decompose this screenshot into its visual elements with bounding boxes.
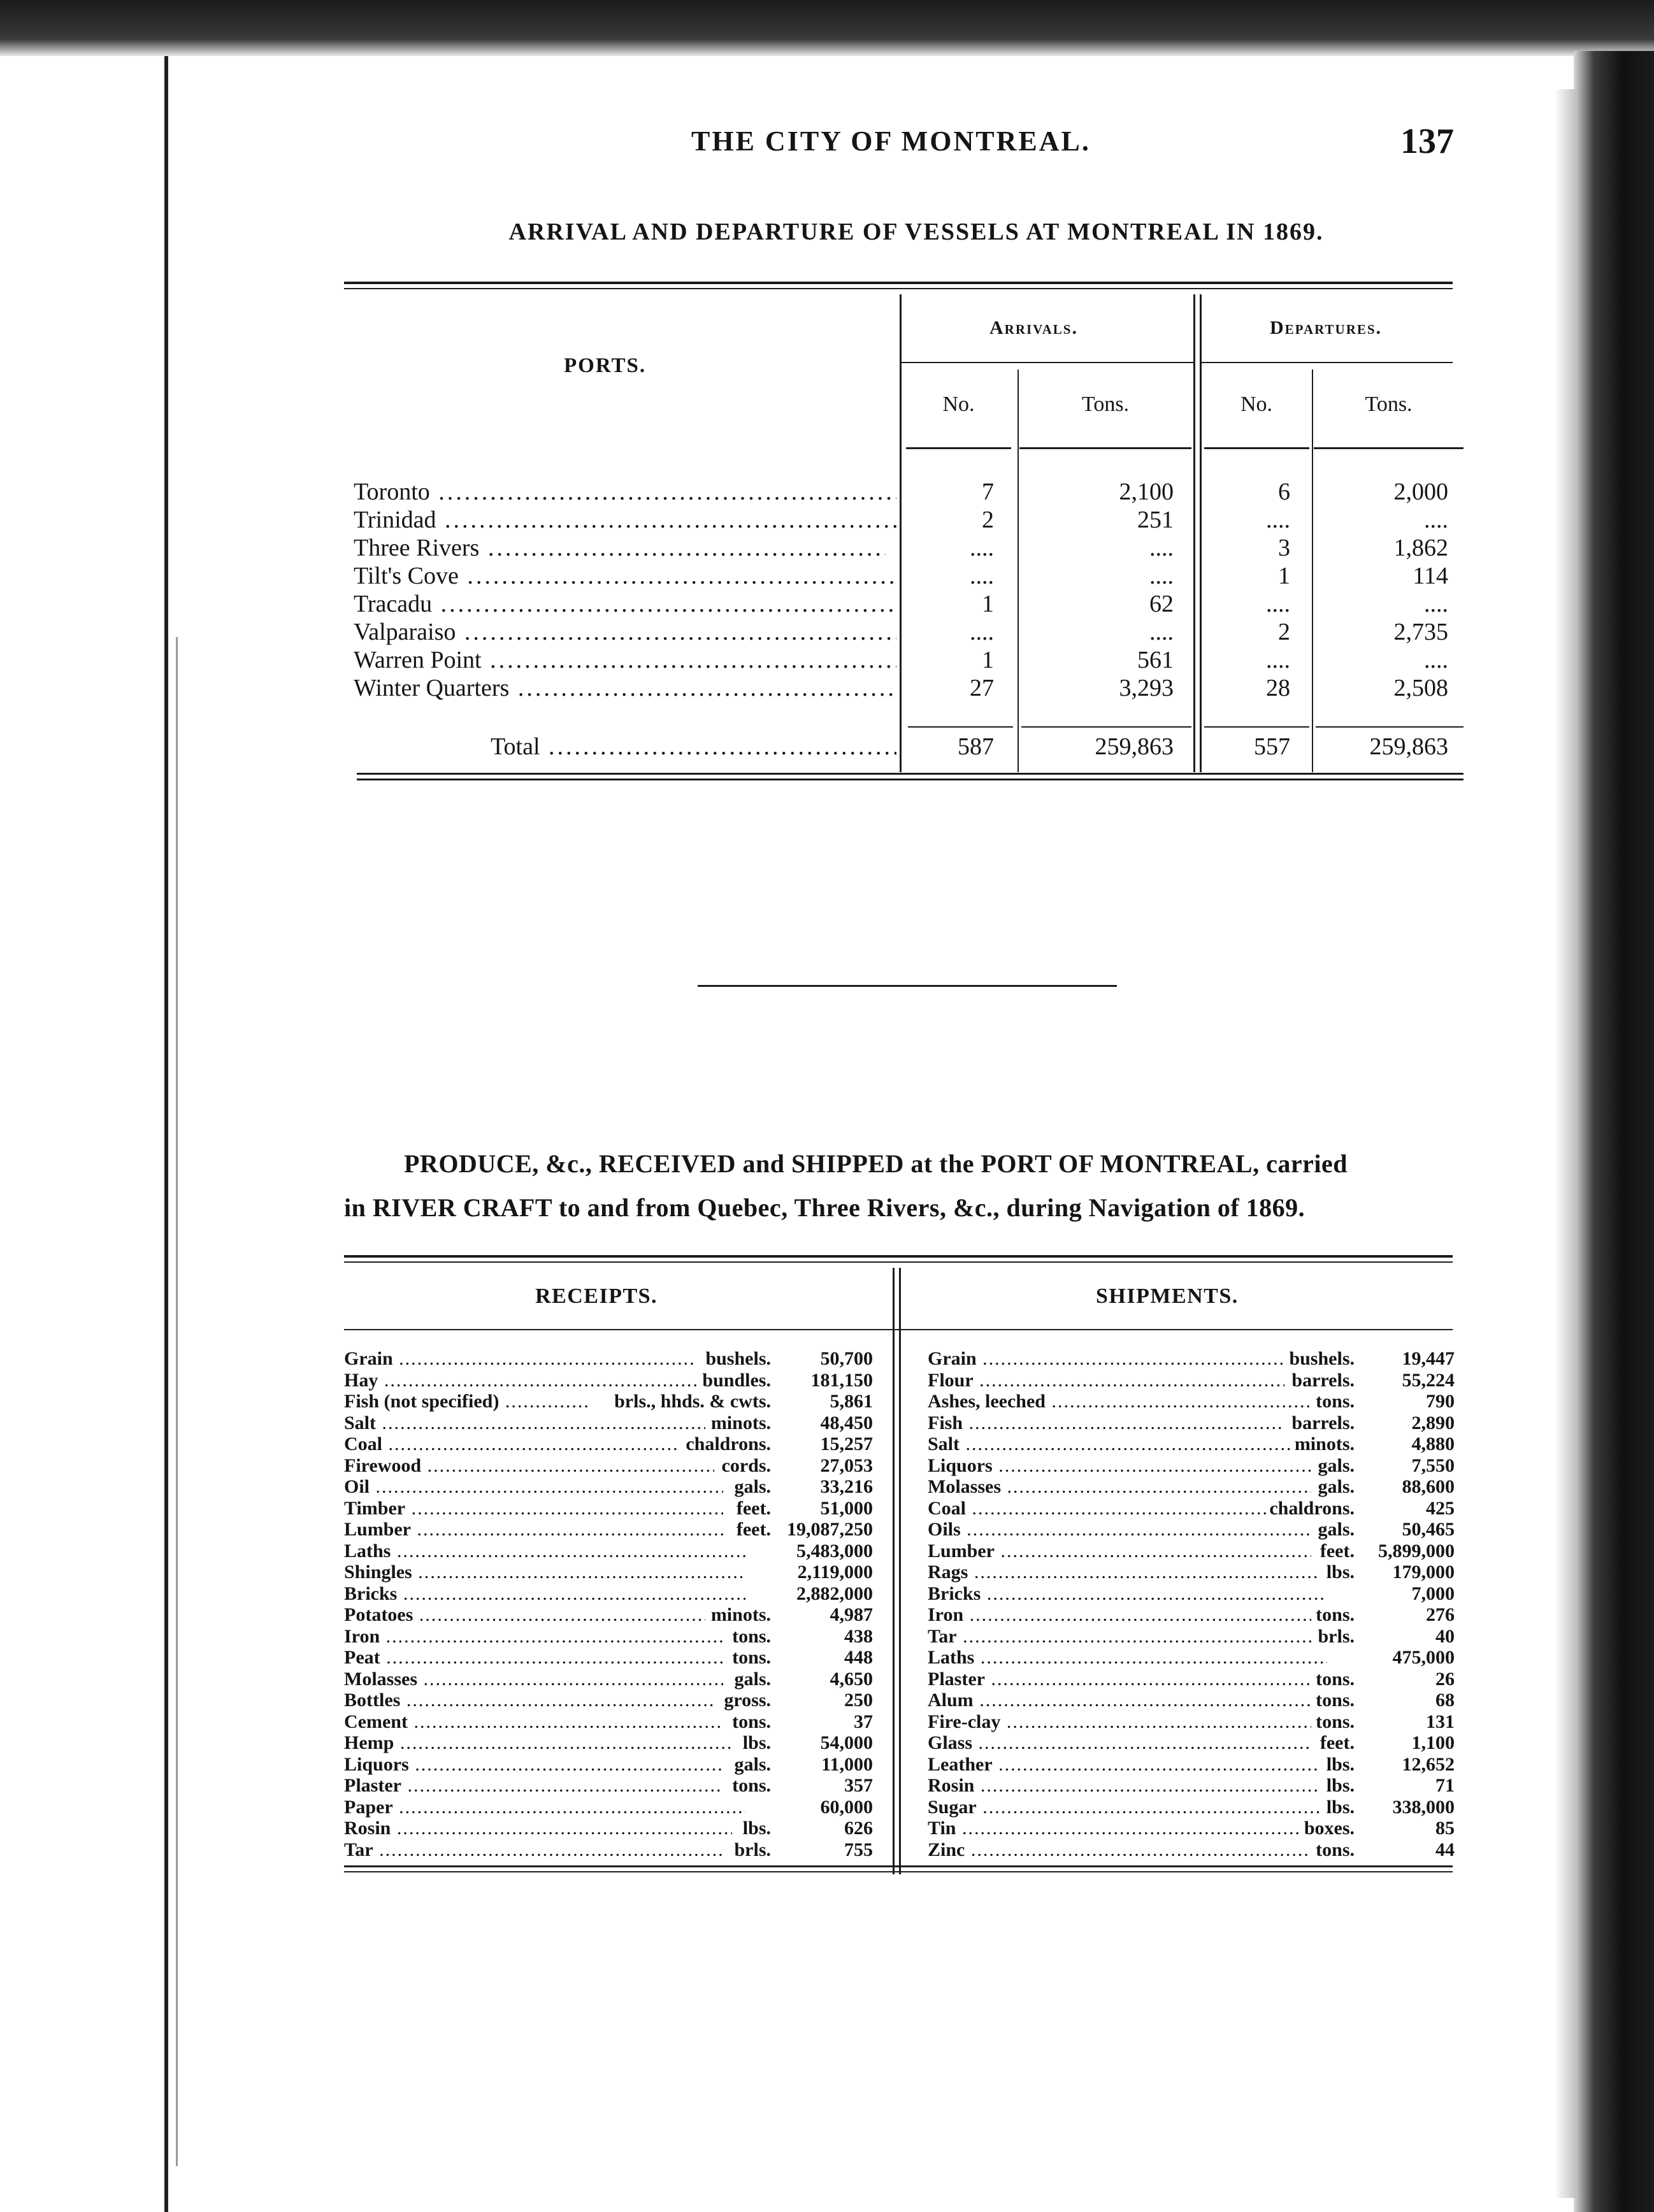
item-unit: tons. [1316, 1690, 1355, 1711]
departures-tons: .... [1424, 591, 1448, 617]
item-unit: lbs. [1326, 1753, 1355, 1775]
item-name: Bricks ..... [928, 1583, 1327, 1604]
total-label: Total ..... [491, 733, 896, 761]
item-value: 44 [1435, 1839, 1455, 1860]
item-value: 60,000 [820, 1796, 873, 1818]
table-rule-bottom [357, 773, 1463, 775]
arrivals-tons: 2,100 [1119, 478, 1174, 505]
item-value: 55,224 [1402, 1369, 1455, 1391]
list-item [928, 1348, 1455, 1369]
list-item [928, 1476, 1455, 1497]
table-rule-bottom-2 [344, 1871, 1453, 1872]
total-departures-no: 557 [1254, 733, 1290, 760]
list-item [344, 1391, 873, 1412]
item-value: 4,880 [1411, 1433, 1455, 1454]
item-value: 71 [1435, 1775, 1455, 1796]
table-row [354, 646, 1462, 674]
list-item [344, 1690, 873, 1711]
list-item [928, 1433, 1455, 1454]
list-item [928, 1540, 1455, 1562]
list-item [344, 1775, 873, 1796]
list-item [344, 1839, 873, 1860]
list-item [928, 1626, 1455, 1647]
item-value: 755 [844, 1839, 873, 1860]
list-item [344, 1455, 873, 1476]
item-unit: gals. [1318, 1454, 1355, 1476]
scan-border-top [0, 0, 1654, 56]
item-value: 448 [844, 1647, 873, 1668]
table-row [354, 590, 1462, 618]
item-name: Paper ..... [344, 1797, 745, 1818]
item-unit: feet. [736, 1519, 771, 1540]
table-rule-top [344, 282, 1453, 284]
list-item [928, 1839, 1455, 1860]
item-value: 27,053 [820, 1454, 873, 1476]
arrivals-no: 2 [982, 506, 994, 533]
arrivals-tons: .... [1149, 563, 1174, 589]
item-name: Iron ..... [928, 1604, 1311, 1625]
item-value: 19,447 [1402, 1348, 1455, 1369]
departures-tons: 2,735 [1393, 619, 1448, 645]
departures-group-rule [1202, 362, 1453, 363]
arr-no-rule [906, 447, 1011, 449]
item-name: Salt ..... [928, 1433, 1293, 1454]
departures-no: 2 [1278, 619, 1290, 645]
column-divider-b [899, 1268, 901, 1874]
item-unit: tons. [732, 1711, 771, 1732]
arrivals-tons: .... [1149, 619, 1174, 645]
item-value: 50,465 [1402, 1519, 1455, 1540]
list-item [928, 1669, 1455, 1690]
item-name: Plaster ..... [928, 1669, 1311, 1690]
item-name: Timber ..... [344, 1498, 723, 1519]
list-item [344, 1583, 873, 1604]
item-unit: bushels. [1289, 1348, 1355, 1369]
item-unit: gross. [724, 1690, 771, 1711]
item-unit: tons. [1316, 1668, 1355, 1690]
total-arrivals-tons: 259,863 [1095, 733, 1174, 760]
table-row [354, 478, 1462, 506]
list-item [928, 1711, 1455, 1732]
item-value: 2,882,000 [796, 1583, 873, 1604]
list-item [928, 1455, 1455, 1476]
item-value: 11,000 [821, 1753, 873, 1775]
table-row [354, 506, 1462, 534]
item-value: 5,899,000 [1378, 1540, 1455, 1562]
item-name: Fish (not specified) ..... [344, 1391, 589, 1412]
item-unit: minots. [710, 1604, 771, 1625]
departures-no: .... [1266, 647, 1290, 673]
item-name: Hay ..... [344, 1370, 696, 1391]
page-number: 137 [1400, 122, 1454, 161]
item-unit: cords. [721, 1454, 771, 1476]
item-name: Liquors ..... [928, 1455, 1311, 1476]
table-row [354, 534, 1462, 562]
item-unit: chaldrons. [1269, 1497, 1355, 1519]
item-unit: brls., hhds. & cwts. [614, 1391, 771, 1412]
item-unit: bundles. [702, 1369, 771, 1391]
item-name: Bottles ..... [344, 1690, 714, 1711]
item-name: Oils ..... [928, 1519, 1311, 1540]
port-name: Trinidad ..... [354, 506, 896, 534]
arrivals-tons: 3,293 [1119, 675, 1174, 701]
arrivals-tons: .... [1149, 535, 1174, 561]
item-value: 68 [1435, 1690, 1455, 1711]
scan-border-right [1574, 51, 1654, 2212]
item-name: Rags ..... [928, 1562, 1320, 1583]
item-value: 250 [844, 1690, 873, 1711]
table-header-rule [344, 1329, 1453, 1330]
item-value: 276 [1426, 1604, 1455, 1625]
port-name: Winter Quarters ..... [354, 674, 896, 702]
item-unit: lbs. [742, 1818, 771, 1839]
column-divider-a [893, 1268, 895, 1874]
item-value: 7,000 [1411, 1583, 1455, 1604]
list-item [344, 1540, 873, 1562]
total-rule-arr-tons [1021, 726, 1191, 728]
list-item [344, 1647, 873, 1668]
list-item [344, 1412, 873, 1433]
item-name: Potatoes ..... [344, 1604, 705, 1625]
item-name: Fire-clay ..... [928, 1711, 1311, 1732]
item-name: Glass ..... [928, 1732, 1311, 1753]
item-name: Tar ..... [344, 1839, 723, 1860]
item-value: 790 [1426, 1391, 1455, 1412]
table-row [354, 674, 1462, 702]
list-item [928, 1797, 1455, 1818]
list-item [928, 1818, 1455, 1839]
item-unit: tons. [732, 1775, 771, 1796]
list-item [344, 1754, 873, 1775]
item-unit: minots. [1294, 1433, 1355, 1454]
departures-tons: .... [1424, 647, 1448, 673]
item-unit: barrels. [1291, 1412, 1355, 1433]
list-item [928, 1754, 1455, 1775]
port-name: Three Rivers ..... [354, 534, 886, 562]
shipments-header: SHIPMENTS. [1096, 1284, 1239, 1308]
departures-tons: 114 [1413, 563, 1448, 589]
departures-no: 1 [1278, 563, 1290, 589]
list-item [344, 1797, 873, 1818]
item-unit: bushels. [705, 1348, 771, 1369]
item-value: 7,550 [1411, 1454, 1455, 1476]
item-name: Ashes, leeched ..... [928, 1391, 1311, 1412]
list-item [928, 1583, 1455, 1604]
item-value: 357 [844, 1775, 873, 1796]
departures-no: .... [1266, 591, 1290, 617]
list-item [344, 1604, 873, 1625]
item-value: 26 [1435, 1668, 1455, 1690]
list-item [928, 1391, 1455, 1412]
table-rule-bottom-2 [357, 779, 1463, 780]
item-name: Tin ..... [928, 1818, 1302, 1839]
table-row [354, 618, 1462, 646]
item-name: Coal ..... [344, 1433, 679, 1454]
item-unit: feet. [1320, 1540, 1355, 1562]
item-value: 40 [1435, 1625, 1455, 1647]
list-item [344, 1498, 873, 1519]
item-value: 5,861 [830, 1391, 873, 1412]
total-rule-dep-no [1204, 726, 1309, 728]
arrivals-tons-header: Tons. [1081, 392, 1130, 416]
item-name: Laths ..... [344, 1540, 745, 1562]
item-unit: brls. [734, 1839, 771, 1860]
total-departures-tons: 259,863 [1369, 733, 1448, 760]
item-name: Liquors ..... [344, 1754, 723, 1775]
item-unit: tons. [1316, 1391, 1355, 1412]
arrivals-no-header: No. [942, 392, 975, 416]
table-rule-bottom [344, 1865, 1453, 1867]
item-name: Rosin ..... [928, 1775, 1320, 1796]
item-value: 181,150 [810, 1369, 873, 1391]
item-value: 50,700 [820, 1348, 873, 1369]
item-name: Flour ..... [928, 1370, 1284, 1391]
table-row [354, 562, 1462, 590]
item-name: Oil ..... [344, 1476, 723, 1497]
item-unit: barrels. [1291, 1369, 1355, 1391]
port-name: Warren Point ..... [354, 646, 896, 674]
port-name: Toronto ..... [354, 478, 896, 506]
item-name: Grain ..... [928, 1348, 1284, 1369]
list-item [928, 1732, 1455, 1753]
list-item [344, 1370, 873, 1391]
item-value: 15,257 [820, 1433, 873, 1454]
item-unit: lbs. [742, 1732, 771, 1753]
dep-tons-rule [1314, 447, 1463, 449]
list-item [928, 1370, 1455, 1391]
list-item [928, 1604, 1455, 1625]
item-name: Plaster ..... [344, 1775, 723, 1796]
produce-intro-line-2: in RIVER CRAFT to and from Quebec, Three Rivers, &c., during Navigation of 1869. [344, 1193, 1305, 1222]
item-value: 179,000 [1392, 1562, 1455, 1583]
item-name: Tar ..... [928, 1626, 1311, 1647]
item-unit: lbs. [1326, 1796, 1355, 1818]
item-value: 19,087,250 [787, 1519, 873, 1540]
departures-column-header: Departures. [1270, 317, 1383, 338]
section-separator [698, 985, 1117, 987]
item-name: Grain ..... [344, 1348, 696, 1369]
dep-no-rule [1204, 447, 1309, 449]
table-rule-top-thin [344, 288, 1453, 289]
list-item [928, 1498, 1455, 1519]
total-rule-dep-tons [1316, 726, 1463, 728]
item-value: 48,450 [820, 1412, 873, 1433]
departures-no: .... [1266, 506, 1290, 533]
item-name: Laths ..... [928, 1647, 1327, 1668]
list-item [344, 1433, 873, 1454]
list-item [928, 1690, 1455, 1711]
item-value: 4,650 [830, 1668, 873, 1690]
list-item [344, 1476, 873, 1497]
item-unit: gals. [734, 1476, 771, 1497]
item-name: Peat ..... [344, 1647, 723, 1668]
item-name: Iron ..... [344, 1626, 723, 1647]
item-name: Lumber ..... [344, 1519, 723, 1540]
item-name: Fish ..... [928, 1412, 1284, 1433]
item-unit: lbs. [1326, 1775, 1355, 1796]
departures-no: 28 [1266, 675, 1290, 701]
table-rule-top [344, 1255, 1453, 1258]
arrivals-tons: 251 [1137, 506, 1174, 533]
item-value: 5,483,000 [796, 1540, 873, 1562]
port-name: Tilt's Cove ..... [354, 562, 896, 590]
departures-tons-header: Tons. [1365, 392, 1413, 416]
item-value: 131 [1426, 1711, 1455, 1732]
item-value: 438 [844, 1625, 873, 1647]
produce-intro-line-1: PRODUCE, &c., RECEIVED and SHIPPED at the PORT OF MONTREAL, carried [404, 1149, 1348, 1178]
list-item [928, 1562, 1455, 1583]
item-value: 88,600 [1402, 1476, 1455, 1497]
item-value: 54,000 [820, 1732, 873, 1753]
item-unit: tons. [732, 1647, 771, 1668]
port-name: Tracadu ..... [354, 590, 896, 618]
departures-no-header: No. [1240, 392, 1273, 416]
item-unit: tons. [732, 1625, 771, 1647]
departures-tons: 1,862 [1393, 535, 1448, 561]
arrivals-no: 1 [982, 591, 994, 617]
arrivals-column-header: Arrivals. [989, 317, 1078, 338]
departures-no: 6 [1278, 478, 1290, 505]
arr-tons-rule [1019, 447, 1191, 449]
list-item [344, 1669, 873, 1690]
item-name: Zinc ..... [928, 1839, 1311, 1860]
item-name: Molasses ..... [928, 1476, 1311, 1497]
item-name: Coal ..... [928, 1498, 1267, 1519]
list-item [344, 1711, 873, 1732]
departures-tons: .... [1424, 506, 1448, 533]
item-unit: tons. [1316, 1839, 1355, 1860]
item-unit: gals. [1318, 1476, 1355, 1497]
departures-no: 3 [1278, 535, 1290, 561]
arrivals-tons: 62 [1149, 591, 1174, 617]
arrivals-no: 27 [970, 675, 994, 701]
item-name: Leather ..... [928, 1754, 1320, 1775]
item-value: 626 [844, 1818, 873, 1839]
item-name: Molasses ..... [344, 1669, 723, 1690]
port-name: Valparaiso ..... [354, 618, 896, 646]
list-item [344, 1818, 873, 1839]
item-unit: tons. [1316, 1604, 1355, 1625]
departures-tons: 2,000 [1393, 478, 1448, 505]
arrivals-no: 1 [982, 647, 994, 673]
list-item [344, 1348, 873, 1369]
item-value: 51,000 [820, 1497, 873, 1519]
item-name: Hemp ..... [344, 1732, 732, 1753]
item-value: 1,100 [1411, 1732, 1455, 1753]
item-value: 338,000 [1392, 1796, 1455, 1818]
item-unit: gals. [734, 1753, 771, 1775]
list-item [344, 1626, 873, 1647]
item-value: 475,000 [1392, 1647, 1455, 1668]
item-unit: feet. [1320, 1732, 1355, 1753]
item-name: Lumber ..... [928, 1540, 1311, 1562]
arrivals-no: .... [970, 535, 994, 561]
item-value: 85 [1435, 1818, 1455, 1839]
item-unit: gals. [734, 1668, 771, 1690]
list-item [928, 1519, 1455, 1540]
item-value: 33,216 [820, 1476, 873, 1497]
arrivals-no: .... [970, 619, 994, 645]
ports-column-header: PORTS. [564, 354, 647, 377]
item-name: Salt ..... [344, 1412, 705, 1433]
page-edge-right [1555, 89, 1578, 2198]
list-item [928, 1775, 1455, 1796]
item-value: 4,987 [830, 1604, 873, 1625]
total-rule-arr-no [908, 726, 1013, 728]
item-name: Bricks ..... [344, 1583, 745, 1604]
list-item [928, 1412, 1455, 1433]
receipts-header: RECEIPTS. [535, 1284, 658, 1308]
item-unit: feet. [736, 1497, 771, 1519]
item-name: Sugar ..... [928, 1797, 1320, 1818]
item-unit: tons. [1316, 1711, 1355, 1732]
list-item [344, 1519, 873, 1540]
arrivals-table-title: ARRIVAL AND DEPARTURE OF VESSELS AT MONTREAL IN 1869. [508, 219, 1324, 245]
total-arrivals-no: 587 [958, 733, 994, 760]
item-value: 2,890 [1411, 1412, 1455, 1433]
item-value: 2,119,000 [797, 1562, 873, 1583]
item-unit: chaldrons. [686, 1433, 771, 1454]
total-row [354, 733, 1462, 761]
item-value: 425 [1426, 1497, 1455, 1519]
item-value: 37 [854, 1711, 873, 1732]
item-unit: gals. [1318, 1519, 1355, 1540]
arrivals-group-rule [900, 362, 1194, 363]
item-name: Cement ..... [344, 1711, 723, 1732]
departures-tons: 2,508 [1393, 675, 1448, 701]
list-item [928, 1647, 1455, 1668]
item-name: Alum ..... [928, 1690, 1311, 1711]
page-gutter-line [164, 56, 168, 2212]
list-item [344, 1732, 873, 1753]
header-title: THE CITY OF MONTREAL. [691, 126, 1091, 157]
item-name: Firewood ..... [344, 1455, 714, 1476]
arrivals-no: .... [970, 563, 994, 589]
list-item [344, 1562, 873, 1583]
table-rule-top-thin [344, 1261, 1453, 1263]
item-unit: lbs. [1326, 1562, 1355, 1583]
item-value: 12,652 [1402, 1753, 1455, 1775]
item-unit: brls. [1318, 1625, 1355, 1647]
arrivals-tons: 561 [1137, 647, 1174, 673]
item-name: Rosin ..... [344, 1818, 732, 1839]
page-gutter-shadow [176, 637, 178, 2166]
item-unit: boxes. [1304, 1818, 1355, 1839]
running-head [0, 122, 1654, 169]
item-name: Shingles ..... [344, 1562, 745, 1583]
arrivals-no: 7 [982, 478, 994, 505]
item-unit: minots. [710, 1412, 771, 1433]
